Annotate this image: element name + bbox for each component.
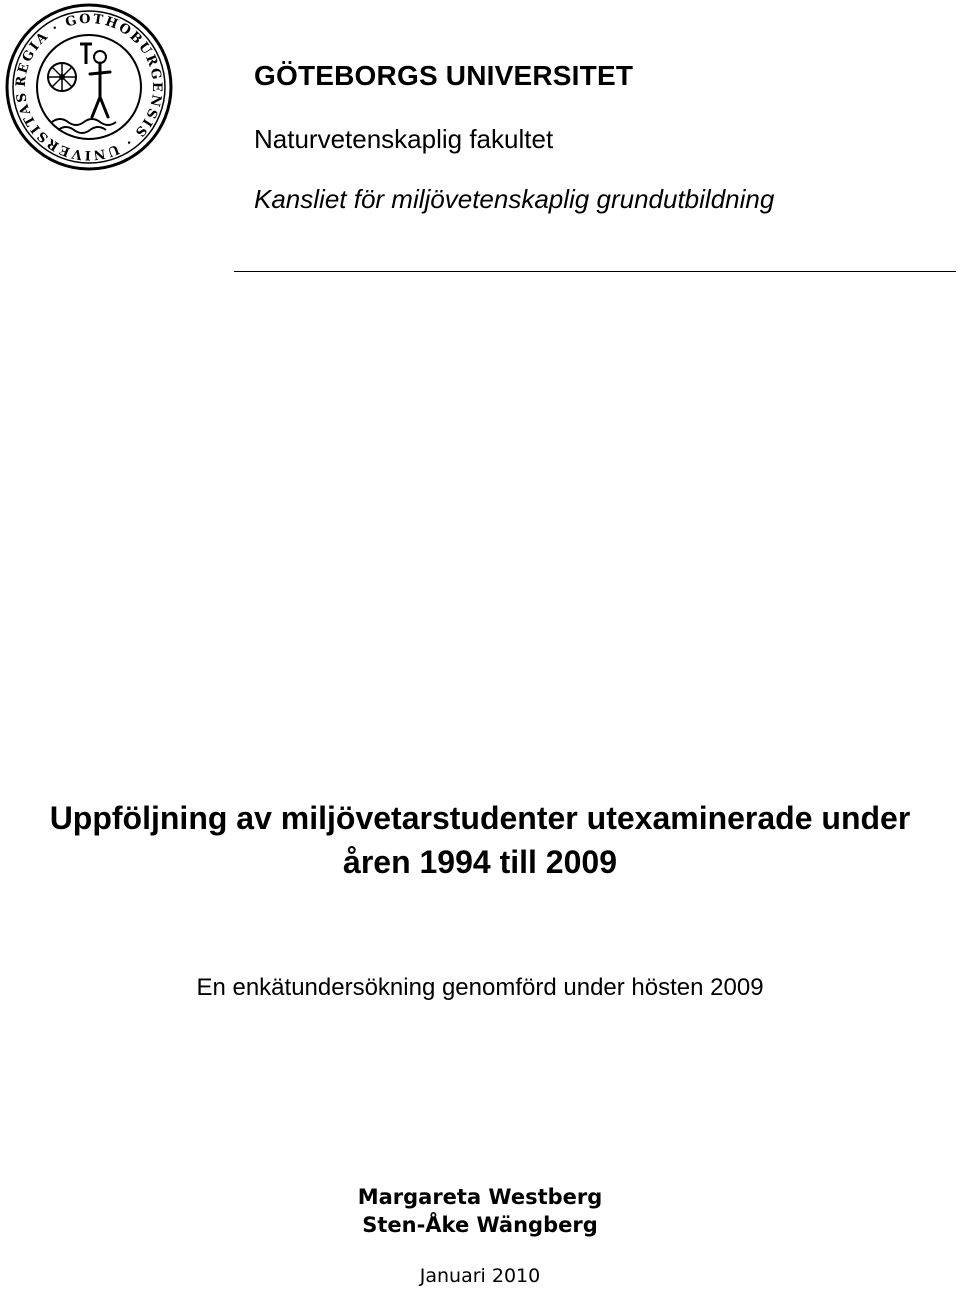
office-name: Kansliet för miljövetenskaplig grundutbildning <box>254 184 775 214</box>
title-line-1: Uppföljning av miljövetarstudenter utexaminerade under <box>49 800 911 836</box>
university-seal-icon <box>4 2 174 172</box>
author-name: Sten-Åke Wängberg <box>362 1213 598 1237</box>
document-title <box>0 796 960 884</box>
svg-text:REGIA · GOTHOBURGENSIS · UNIVE: REGIA · GOTHOBURGENSIS · UNIVERSITAS <box>13 11 165 163</box>
publication-date: Januari 2010 <box>419 1265 541 1287</box>
faculty-name: Naturvetenskaplig fakultet <box>254 124 554 154</box>
university-name: GÖTEBORGS UNIVERSITET <box>254 60 634 91</box>
document-subtitle: En enkätundersökning genomförd under hösten 2009 <box>196 974 764 1001</box>
author-list <box>0 1183 960 1239</box>
title-line-2: åren 1994 till 2009 <box>343 844 617 880</box>
header-divider <box>234 271 956 272</box>
author-name: Margareta Westberg <box>357 1185 603 1209</box>
seal-graphic <box>4 2 174 172</box>
